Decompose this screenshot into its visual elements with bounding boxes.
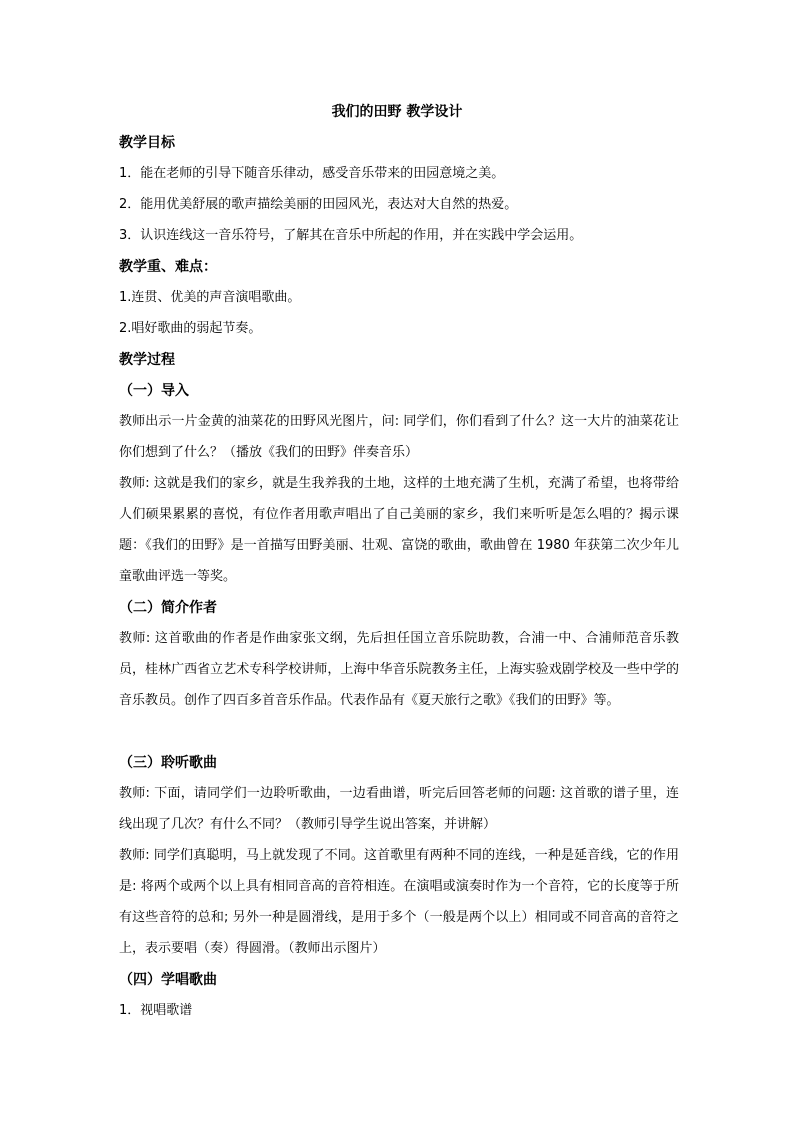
part4-item-1: 1．视唱歌谱 [119,1003,193,1018]
objective-item-2: 2．能用优美舒展的歌声描绘美丽的田园风光，表达对大自然的热爱。 [119,197,518,212]
part1-paragraph-1: 教师出示一片金黄的油菜花的田野风光图片，问: 同学们，你们看到了什么？这一大片的油菜花让你们想到了什么？（播放《我们的田野》伴奏音乐） [119,414,679,460]
part4-heading: （四）学唱歌曲 [119,972,217,988]
key-point-item-2: 2.唱好歌曲的弱起节奏。 [119,321,262,336]
key-points-heading: 教学重、难点： [119,259,217,275]
part1-paragraph-2: 教师: 这就是我们的家乡，就是生我养我的土地，这样的土地充满了生机，充满了希望，也将带给人们硕果累累的喜悦，有位作者用歌声唱出了自己美丽的家乡，我们来听听是怎么唱的？揭示课题：《我们的田野》是一首描写田野美丽、壮观、富饶的歌曲，歌曲曾在 1980 年获第二次少年儿童歌曲评选一等奖。 [119,476,679,584]
part1-heading: （一）导入 [119,383,189,399]
document-page [119,0,679,1123]
document-title: 我们的田野 教学设计 [331,104,463,120]
objective-item-1: 1．能在老师的引导下随音乐律动，感受音乐带来的田园意境之美。 [119,166,505,181]
key-point-item-1: 1.连贯、优美的声音演唱歌曲。 [119,290,301,305]
process-heading: 教学过程 [119,352,175,368]
objectives-heading: 教学目标 [119,135,175,151]
part3-paragraph-2: 教师: 同学们真聪明，马上就发现了不同。这首歌里有两种不同的连线，一种是延音线，它的作用是: 将两个或两个以上具有相同音高的音符相连。在演唱或演奏时作为一个音符，它的长度等于所有这些音符的总和; 另外一种是圆滑线，是用于多个（一般是两个以上）相同或不同音高的音符之上，表示要唱（奏）得圆滑。（教师出示图片） [119,848,679,956]
part3-heading: （三）聆听歌曲 [119,755,217,771]
objective-item-3: 3．认识连线这一音乐符号，了解其在音乐中所起的作用，并在实践中学会运用。 [119,228,583,243]
part3-paragraph-1: 教师: 下面，请同学们一边聆听歌曲，一边看曲谱，听完后回答老师的问题: 这首歌的谱子里，连线出现了几次？有什么不同？（教师引导学生说出答案，并讲解） [119,786,679,832]
part2-heading: （二）简介作者 [119,600,217,616]
part2-paragraph-1: 教师: 这首歌曲的作者是作曲家张文纲，先后担任国立音乐院助教，合浦一中、合浦师范音乐教员，桂林广西省立艺术专科学校讲师，上海中华音乐院教务主任，上海实验戏剧学校及一些中学的音乐教员。创作了四百多首音乐作品。代表作品有《夏天旅行之歌》《我们的田野》等。 [119,631,679,708]
